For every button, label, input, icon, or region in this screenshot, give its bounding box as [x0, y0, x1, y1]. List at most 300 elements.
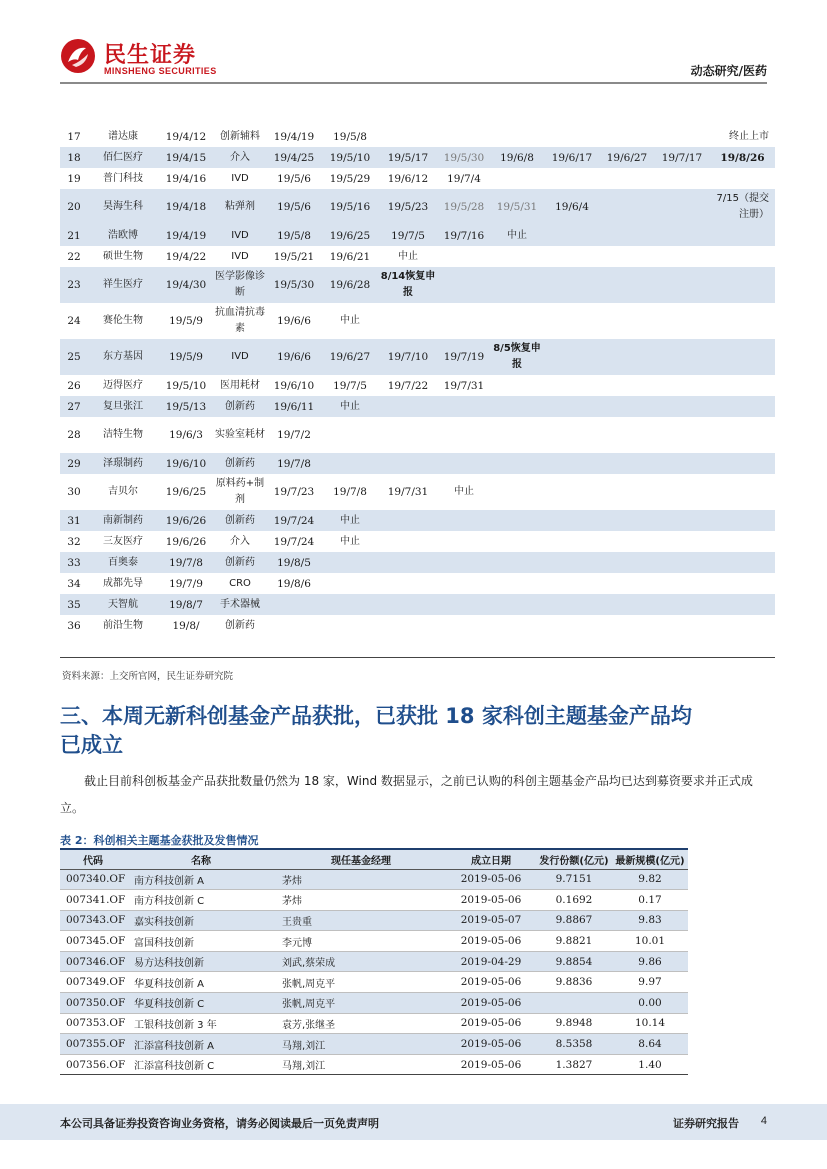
fund-cell: 007353.OF [60, 1013, 126, 1034]
table-cell: 19/7/22 [387, 379, 429, 392]
table-cell [654, 126, 710, 147]
table-cell: 中止 [322, 510, 378, 531]
table-cell [544, 396, 600, 417]
table-cell: 创新药 [214, 552, 266, 573]
table-cell: 19/4/16 [165, 172, 207, 185]
table-cell: 19/4/19 [273, 130, 315, 143]
footer-disclaimer: 本公司具备证券投资咨询业务资格，请务必阅读最后一页免责声明 [60, 1117, 379, 1130]
table-cell [710, 417, 775, 453]
table-cell [378, 594, 438, 615]
table-cell [710, 573, 775, 594]
fund-row [60, 890, 688, 911]
table-cell: 创新药 [214, 453, 266, 474]
table-cell [710, 246, 775, 267]
fund-cell: 2019-05-06 [446, 1034, 536, 1055]
table-row [60, 225, 775, 246]
table-cell [378, 615, 438, 636]
fund-cell: 9.8821 [536, 931, 612, 952]
table-cell: 介入 [230, 535, 250, 547]
table-cell [490, 615, 544, 636]
table-cell: IVD [214, 339, 266, 375]
table-cell [490, 417, 544, 453]
fund-row [60, 951, 688, 972]
table-cell: 19/5/6 [266, 189, 322, 225]
table-cell: 普门科技 [103, 172, 143, 184]
table-cell [544, 267, 600, 303]
table-cell: 24 [67, 315, 81, 327]
fund-cell: 刘武,蔡荣成 [276, 951, 446, 972]
table-cell: 19/7/23 [273, 486, 315, 498]
brand-name-cn: 民生证券 [104, 43, 197, 68]
table-cell: 19/4/25 [266, 147, 322, 168]
table-cell: 19/6/27 [322, 339, 378, 375]
table-cell: 实验室耗材 [215, 429, 265, 440]
table-cell: 19/5/23 [378, 189, 438, 225]
fund-row [60, 931, 688, 952]
table-cell [266, 615, 322, 636]
ipo-progress-table [60, 126, 775, 636]
fund-cell: 007355.OF [60, 1034, 126, 1055]
fund-cell: 2019-05-06 [446, 972, 536, 993]
fund-cell: 007356.OF [60, 1054, 126, 1075]
table-cell: 28 [67, 429, 81, 441]
fund-cell: 10.01 [612, 931, 688, 952]
fund-cell: 2019-05-07 [446, 910, 536, 931]
table-cell [654, 417, 710, 453]
table-cell [710, 552, 775, 573]
table-cell: 19/7/8 [266, 453, 322, 474]
table-cell: 19/7/16 [438, 225, 490, 246]
table-cell [490, 573, 544, 594]
table-cell: 34 [67, 577, 81, 590]
table-row [60, 126, 775, 147]
fund-table-header [60, 849, 688, 869]
fund-cell: 9.82 [612, 869, 688, 890]
table-cell: 19/6/6 [277, 315, 311, 327]
table-cell: 19/5/13 [158, 396, 214, 417]
table-cell: 19/5/28 [438, 189, 490, 225]
table-row [60, 303, 775, 339]
table-cell: 19/7/24 [273, 535, 315, 548]
table-cell: 29 [60, 453, 88, 474]
fund-cell: 2019-04-29 [446, 951, 536, 972]
table-cell: 19/4/22 [165, 250, 207, 263]
table-cell: 19/5/9 [169, 315, 203, 327]
table-cell: 8/5恢复申报 [490, 339, 544, 375]
table-cell [600, 126, 654, 147]
table-cell: 手术器械 [214, 594, 266, 615]
table-cell [654, 267, 710, 303]
table-row [60, 267, 775, 303]
table-cell [490, 594, 544, 615]
fund-cell: 007349.OF [60, 972, 126, 993]
header-date: 成立日期 [446, 849, 536, 869]
table-cell: 祥生医疗 [88, 267, 158, 303]
table-cell [654, 339, 710, 375]
table-cell: 19/6/12 [387, 172, 429, 185]
table-cell: IVD [231, 172, 249, 184]
page-header [0, 0, 827, 86]
table-cell: 19/7/10 [378, 339, 438, 375]
table-cell: 33 [60, 552, 88, 573]
table-cell: 介入 [214, 147, 266, 168]
table-cell [600, 531, 654, 552]
table-cell [490, 453, 544, 474]
table-cell [438, 615, 490, 636]
fund-row [60, 910, 688, 931]
table-cell [710, 510, 775, 531]
table-row [60, 615, 775, 636]
table-cell: 19/5/10 [165, 379, 207, 392]
header-issue-shares: 发行份额(亿元) [536, 849, 612, 869]
table-cell [544, 594, 600, 615]
table-cell [490, 396, 544, 417]
table-cell: 36 [67, 619, 81, 632]
table-cell [710, 225, 775, 246]
table-cell [600, 573, 654, 594]
table-cell [544, 417, 600, 453]
table-cell [654, 396, 710, 417]
table-cell [600, 168, 654, 189]
table-row [60, 552, 775, 573]
table-cell [710, 339, 775, 375]
header-divider [60, 82, 767, 84]
table-cell: 19/4/30 [158, 267, 214, 303]
fund-cell: 8.5358 [536, 1034, 612, 1055]
table-cell: 19/8/7 [158, 594, 214, 615]
table-cell: 19/6/25 [165, 486, 207, 498]
table-cell [544, 225, 600, 246]
table-cell: 百奥泰 [88, 552, 158, 573]
table-cell: 赛伦生物 [103, 315, 143, 326]
fund-row [60, 1013, 688, 1034]
table-row [60, 147, 775, 168]
table-cell [490, 531, 544, 552]
table-cell: 创新药 [214, 510, 266, 531]
table-cell: 谱达康 [108, 130, 138, 142]
table-cell: 18 [60, 147, 88, 168]
table-cell: 21 [60, 225, 88, 246]
table-row [60, 417, 775, 453]
table-cell [600, 225, 654, 246]
table-cell [322, 615, 378, 636]
fund-cell: 茅炜 [276, 890, 446, 911]
table-cell: 19/6/6 [266, 339, 322, 375]
header-name: 名称 [126, 849, 276, 869]
table-cell: 8/14恢复申报 [378, 267, 438, 303]
fund-cell: 10.14 [612, 1013, 688, 1034]
table-cell [600, 246, 654, 267]
table-cell [600, 267, 654, 303]
table-row [60, 189, 775, 225]
table-cell: 19/6/21 [329, 250, 371, 263]
table-cell [438, 126, 490, 147]
fund-cell: 华夏科技创新 A [126, 972, 276, 993]
table-cell: 19/5/21 [273, 250, 315, 263]
table-cell [438, 303, 490, 339]
table-cell: 19/7/9 [169, 577, 203, 590]
table-cell [600, 417, 654, 453]
fund-cell: 李元博 [276, 931, 446, 952]
fund-cell: 007343.OF [60, 910, 126, 931]
table-cell [600, 375, 654, 396]
fund-cell: 马翔,刘江 [276, 1034, 446, 1055]
table-row [60, 594, 775, 615]
table-cell [438, 453, 490, 474]
table-cell: 19 [67, 172, 81, 185]
table-cell [544, 453, 600, 474]
table-row [60, 474, 775, 510]
fund-cell: 汇添富科技创新 A [126, 1034, 276, 1055]
table-cell: 19/5/8 [333, 130, 367, 143]
table-cell: 27 [60, 396, 88, 417]
fund-cell: 2019-05-06 [446, 1013, 536, 1034]
table-cell [654, 573, 710, 594]
table-cell [378, 303, 438, 339]
table-cell: 19/6/17 [544, 147, 600, 168]
fund-cell: 0.17 [612, 890, 688, 911]
table-cell: 19/8/5 [266, 552, 322, 573]
table-cell: 19/7/31 [387, 486, 429, 498]
table-cell: 19/7/8 [333, 486, 367, 498]
fund-cell: 2019-05-06 [446, 890, 536, 911]
table-row [60, 396, 775, 417]
table-cell [378, 417, 438, 453]
table-cell [600, 510, 654, 531]
table-row [60, 510, 775, 531]
section-paragraph: 截止目前科创板基金产品获批数量仍然为 18 家，Wind 数据显示，之前已认购的科创主题基金产品均已达到募资要求并正式成立。 [60, 774, 753, 815]
table-cell [710, 303, 775, 339]
table-cell: 中止 [340, 315, 360, 326]
fund-cell: 马翔,刘江 [276, 1054, 446, 1075]
table-cell: 粘弹剂 [214, 189, 266, 225]
fund-row [60, 1034, 688, 1055]
fund-cell: 007350.OF [60, 993, 126, 1014]
table-cell: 19/5/8 [266, 225, 322, 246]
table-cell [438, 267, 490, 303]
ipo-table-body [60, 126, 775, 636]
table-cell [438, 396, 490, 417]
table-cell: 19/7/5 [333, 379, 367, 392]
table-cell: 医学影像诊断 [214, 267, 266, 303]
table-cell: 浩欧博 [88, 225, 158, 246]
table-cell: 天智航 [88, 594, 158, 615]
table-cell [438, 573, 490, 594]
table-cell: 19/7/19 [438, 339, 490, 375]
fund-cell: 华夏科技创新 C [126, 993, 276, 1014]
table-cell: 19/5/9 [158, 339, 214, 375]
table-cell [438, 552, 490, 573]
table-cell: 20 [60, 189, 88, 225]
table-cell: 创新药 [214, 396, 266, 417]
table-cell [710, 267, 775, 303]
table-cell: 中止 [398, 250, 418, 262]
table-cell: 昊海生科 [88, 189, 158, 225]
table-cell: 三友医疗 [103, 535, 143, 547]
table-cell: 中止 [490, 225, 544, 246]
table-cell: 19/5/6 [277, 172, 311, 185]
table-cell: 佰仁医疗 [88, 147, 158, 168]
table-cell: 创新药 [225, 619, 255, 631]
table-cell [544, 573, 600, 594]
table-cell [378, 573, 438, 594]
table-cell: 35 [60, 594, 88, 615]
fund-cell: 9.86 [612, 951, 688, 972]
table-cell [600, 552, 654, 573]
footer-report-label: 证券研究报告 [673, 1117, 739, 1130]
table-cell: 19/4/15 [158, 147, 214, 168]
table-cell: 19/6/10 [158, 453, 214, 474]
table-cell: 19/6/11 [266, 396, 322, 417]
table2-caption: 表 2：科创相关主题基金获批及发售情况 [60, 834, 259, 847]
table-cell [654, 531, 710, 552]
table-cell: 19/7/24 [266, 510, 322, 531]
table-cell [438, 594, 490, 615]
table-cell [378, 453, 438, 474]
table-cell: 19/5/29 [329, 172, 371, 185]
table-cell: 泽璟制药 [88, 453, 158, 474]
report-type: 动态研究/医药 [690, 64, 767, 78]
fund-table [60, 848, 688, 1075]
table-cell: 硕世生物 [103, 250, 143, 262]
table-cell [710, 531, 775, 552]
fund-cell: 9.8948 [536, 1013, 612, 1034]
table-cell [654, 189, 710, 225]
table-cell: 前沿生物 [103, 619, 143, 631]
table-cell [710, 375, 775, 396]
table-cell: 19/6/26 [158, 510, 214, 531]
table-row [60, 573, 775, 594]
table-cell [322, 552, 378, 573]
minsheng-logo-icon [60, 38, 96, 74]
table-cell: 19/4/18 [158, 189, 214, 225]
table-cell [378, 126, 438, 147]
table-cell [654, 510, 710, 531]
table-cell: 中止 [322, 396, 378, 417]
fund-row [60, 869, 688, 890]
fund-cell: 007345.OF [60, 931, 126, 952]
table-row [60, 531, 775, 552]
table-cell [654, 225, 710, 246]
table-cell: 19/4/19 [158, 225, 214, 246]
fund-cell: 易方达科技创新 [126, 951, 276, 972]
table-cell: 19/5/30 [266, 267, 322, 303]
fund-cell: 工银科技创新 3 年 [126, 1013, 276, 1034]
table-cell: 19/7/4 [447, 172, 481, 185]
table-cell: 19/7/5 [378, 225, 438, 246]
fund-cell: 007346.OF [60, 951, 126, 972]
table-cell: 7/15（提交注册） [710, 189, 775, 225]
table-cell [322, 453, 378, 474]
table-cell: 26 [67, 379, 81, 392]
table-cell [654, 594, 710, 615]
table-cell [544, 339, 600, 375]
table-cell: 19/6/25 [322, 225, 378, 246]
table-cell [438, 510, 490, 531]
table-cell: 19/5/16 [322, 189, 378, 225]
fund-cell: 9.83 [612, 910, 688, 931]
fund-cell: 9.8854 [536, 951, 612, 972]
table-cell [600, 594, 654, 615]
table-cell [600, 453, 654, 474]
table-cell [544, 474, 600, 510]
table-cell [490, 246, 544, 267]
fund-cell: 嘉实科技创新 [126, 910, 276, 931]
table-cell: 19/5/30 [438, 147, 490, 168]
fund-cell: 富国科技创新 [126, 931, 276, 952]
table-cell [654, 168, 710, 189]
table-cell [438, 246, 490, 267]
table-cell: 迈得医疗 [103, 379, 143, 391]
table-cell [438, 531, 490, 552]
fund-cell: 0.00 [612, 993, 688, 1014]
table-cell: 19/6/26 [165, 535, 207, 548]
table-cell [654, 375, 710, 396]
table-cell [544, 126, 600, 147]
table-cell [544, 615, 600, 636]
table-cell [490, 375, 544, 396]
table-cell: 19/6/3 [169, 429, 203, 441]
header-latest-size: 最新规模(亿元) [612, 849, 688, 869]
table-cell [322, 573, 378, 594]
table-cell [544, 303, 600, 339]
table-cell: 30 [67, 486, 81, 498]
table-cell: 19/5/17 [378, 147, 438, 168]
table-cell [322, 417, 378, 453]
table-cell: 抗血清抗毒素 [215, 307, 265, 334]
table-cell [490, 510, 544, 531]
fund-table-body [60, 869, 688, 1075]
table-cell [490, 474, 544, 510]
table-cell [654, 303, 710, 339]
table-cell: 17 [67, 130, 81, 143]
table-cell [322, 594, 378, 615]
fund-cell: 9.97 [612, 972, 688, 993]
table-cell: 19/8/6 [277, 577, 311, 590]
table1-bottom-rule [60, 657, 775, 658]
table-cell [490, 267, 544, 303]
table-cell: 中止 [340, 535, 360, 547]
fund-cell: 王贵重 [276, 910, 446, 931]
table-cell [710, 594, 775, 615]
table-cell [654, 615, 710, 636]
table-cell: 19/8/26 [710, 147, 775, 168]
fund-row [60, 972, 688, 993]
table-cell [544, 168, 600, 189]
table-cell: 19/6/10 [273, 379, 315, 392]
fund-cell: 汇添富科技创新 C [126, 1054, 276, 1075]
fund-cell [536, 993, 612, 1014]
table-cell: 19/4/12 [165, 130, 207, 143]
table-cell [654, 246, 710, 267]
fund-cell: 9.7151 [536, 869, 612, 890]
fund-cell: 0.1692 [536, 890, 612, 911]
table-cell: 南新制药 [88, 510, 158, 531]
table-cell [600, 303, 654, 339]
header-manager: 现任基金经理 [276, 849, 446, 869]
table-cell [378, 531, 438, 552]
fund-cell: 袁芳,张继圣 [276, 1013, 446, 1034]
fund-cell: 2019-05-06 [446, 931, 536, 952]
table-cell [544, 510, 600, 531]
table-cell [710, 453, 775, 474]
table-cell [654, 474, 710, 510]
fund-cell: 1.40 [612, 1054, 688, 1075]
fund-row [60, 993, 688, 1014]
table-cell: 23 [60, 267, 88, 303]
fund-cell: 张帆,周克平 [276, 993, 446, 1014]
section-heading: 三、本周无新科创基金产品获批，已获批 18 家科创主题基金产品均已成立 [60, 704, 692, 757]
